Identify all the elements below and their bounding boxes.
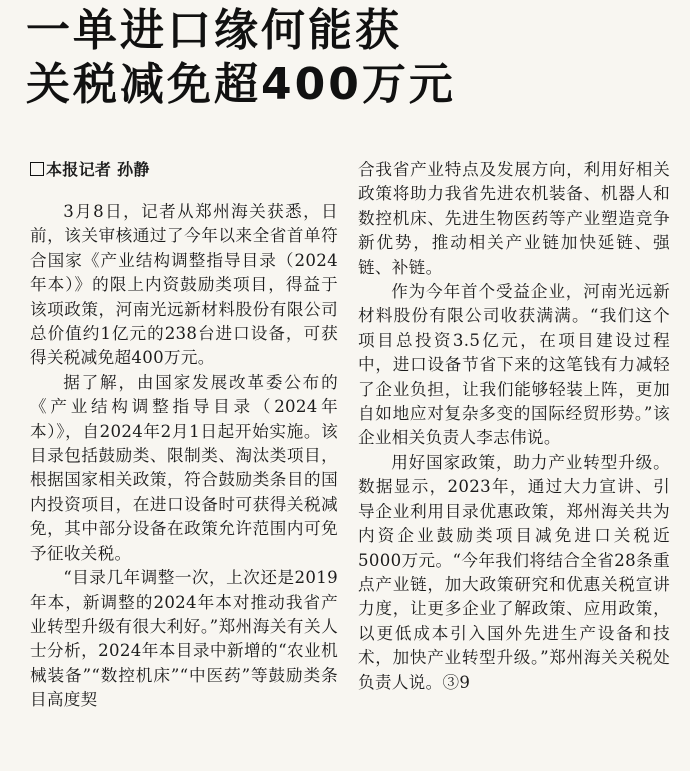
paragraph-2: 据了解，由国家发展改革委公布的《产业结构调整指导目录（2024年本）》，自2024年2月1日起开始实施。该目录包括鼓励类、限制类、淘汰类项目，根据国家相关政策，符合鼓励类条目的国内投资项目，在进口设备时可获得关税减免，其中部分设备在政策允许范围内可免予征收关税。 xyxy=(30,372,338,563)
article-column-right xyxy=(358,158,670,695)
byline xyxy=(30,158,338,182)
headline xyxy=(26,4,676,112)
headline-line-2: 关税减免超400万元 xyxy=(26,59,456,110)
paragraph-5: 用好国家政策，助力产业转型升级。数据显示，2023年，通过大力宣讲、引导企业利用目录优惠政策，郑州海关共为内资企业鼓励类项目减免进口关税近5000万元。“今年我们将结合全省28条重点产业链，加大政策研究和优惠关税宣讲力度，让更多企业了解政策、应用政策，以更低成本引入国外先进生产设备和技术，加快产业转型升级。”郑州海关关税处负责人说。③9 xyxy=(358,452,670,692)
article-column-left xyxy=(30,158,338,713)
paragraph-1: 3月8日，记者从郑州海关获悉，日前，该关审核通过了今年以来全省首单符合国家《产业结构调整指导目录（2024年本）》的限上内资鼓励类项目，得益于该项政策，河南光远新材料股份有限公司总价值约1亿元的238台进口设备，可获得关税减免超400万元。 xyxy=(30,202,338,368)
paragraph-3: “目录几年调整一次，上次还是2019年本，新调整的2024年本对推动我省产业转型升级有很大利好。”郑州海关有关人士分析，2024年本目录中新增的“农业机械装备”“数控机床”“中医药”等鼓励类条目高度契 xyxy=(30,568,338,710)
byline-text: 本报记者 孙静 xyxy=(46,160,150,179)
paragraph-4: 作为今年首个受益企业，河南光远新材料股份有限公司收获满满。“我们这个项目总投资3.5亿元，在项目建设过程中，进口设备节省下来的这笔钱有力减轻了企业负担，让我们能够轻装上阵，更加自如地应对复杂多变的国际经贸形势。”该企业相关负责人李志伟说。 xyxy=(358,282,670,448)
byline-box-icon xyxy=(30,162,44,176)
paragraph-3-continued: 合我省产业特点及发展方向，利用好相关政策将助力我省先进农机装备、机器人和数控机床、先进生物医药等产业塑造竞争新优势，推动相关产业链加快延链、强链、补链。 xyxy=(358,160,670,277)
headline-line-1: 一单进口缘何能获 xyxy=(26,5,402,56)
